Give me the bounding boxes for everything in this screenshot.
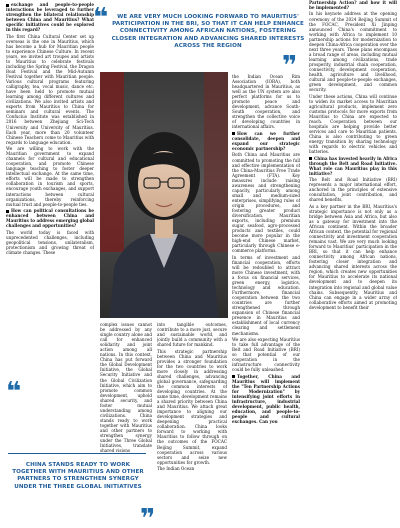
article-column-3 [157, 322, 227, 528]
pull-quote-top: WE ARE VERY MUCH LOOKING FORWARD TO MAURITIUS' PARTICIPATION IN THE BRI, SO THAT IT CAN HELP ENHANCE CONNECTIVITY AMONG AFRICAN NATIONS, FOSTERING CLOSER INTEGRATION AND ADVANCING SHARED INTERESTS ACROSS THE REGION [111, 14, 305, 49]
open-quote-icon: ❝ [6, 377, 22, 407]
paragraph [309, 156, 397, 176]
question-text: Together, China and Mauritius will implement the "Ten Partnership Actions for Modernization" by intensifying joint efforts in infrastructure, industrial development, public health, education, and people-to-people and cultural exchanges. Can you [232, 373, 300, 425]
paragraph: The Belt and Road Initiative (BRI) represents a major international effort, anchored in the principles of extensive consultation, joint contribution, and shared benefits. [309, 177, 397, 203]
paragraph [309, 0, 397, 10]
bullet-icon [6, 210, 9, 213]
paragraph: The Indian Ocean [157, 466, 195, 472]
article-column-4 [232, 74, 300, 528]
paragraph: the Indian Ocean Rim Association (IORA), both headquartered in Mauritius, as well as the UN system are also perfect platforms for us to promote peace and development, advance South-South cooperation, and strengthen the collective voice of developing countries in international affairs. [232, 74, 300, 130]
paragraph [6, 208, 94, 228]
paragraph: As a key partner in the BRI, Mauritius's strategic importance is not only as a bridge between Asia and Africa, but also as a gateway for investment into the African continent. Within the broader African context, the potential for regional connectivity and investment cooperation remains vast. We are very much looking forward to Mauritius' participation in the BRI, so that it can help enhance connectivity among African nations, fostering closer integration and advancing shared interests across the region, which creates new opportunities for Mauritius to accelerate its national development and to deepen its integration into regional and global value chains. Subsequently, Mauritius and China can engage in a wider array of collaborative efforts aimed at promoting development to benefit their [309, 203, 397, 310]
paragraph [232, 131, 300, 151]
bullet-icon [6, 4, 9, 7]
close-quote-icon: ❞ [140, 504, 156, 528]
paragraph [6, 2, 94, 32]
paragraph [232, 374, 300, 424]
paragraph: We are willing to work with the Mauritian government to expand channels for cultural and educational cooperation, and promote Chinese language teaching to foster deeper intellectual exchange. At the same time, efforts will be made to strengthen collaboration in tourism and sports, encourage youth exchanges, and support interactions between cultural organizations, thereby reinforcing mutual trust and people-to-people ties. [6, 146, 94, 207]
question-text: Partnership Action? and how it will be implemented? [309, 0, 397, 11]
paragraph: The first China Cultural Center set up overseas is the one in Mauritius, which has become a hub for Mauritian people to experience Chinese Culture. In recent years, we invited art troupes and artists to Mauritius to celebrate festivals including the Spring Festival, the Dragon Boat Festival and the Mid-Autumn Festival together with Mauritian people. Various cultural programs featuring calligraphy, tea, vocal music, dance etc. have been held to promote mutual learning among different cultures and civilizations. We also invited artists and experts from Mauritius to China for seminars and cultural events. The Confucius Institute was established in 2016 between Zhejiang Sci-Tech University and University of Mauritius. Each year, more than 20 volunteer Chinese Teachers come to Mauritius with regards to language education. [6, 33, 94, 145]
question-text: How can political consultations be enhanced between China and Mauritius to address emerging global challenges and opportunities? [6, 208, 94, 229]
paragraph: This strategic partnership between China and Mauritius provides a stronger foundation for the two countries to work more closely in addressing shared challenges, advancing global governance, safeguarding the common interests of developing countries. At the same time, development remains a shared priority between China and Mauritius. We attach great importance to aligning our development strategies and deepening practical collaboration. China looks forward to working with Mauritius to follow through on the outcomes of the FOCAC Beijing Summit, expand cooperation across various sectors and seize new opportunities for growth. [157, 348, 227, 465]
paragraph: into tangible outcomes, contribute to a more just, secure and sustainable world, and jointly build a community with a shared future for mankind. [157, 322, 227, 348]
open-quote-icon: ❝ [93, 3, 109, 33]
pull-quote-bottom: CHINA STANDS READY TO WORK TOGETHER WITH MAURITIUS AND OTHER PARTNERS TO STRENGTHEN SYNERGY UNDER THE THREE GLOBAL INITIATIVES [12, 462, 144, 490]
question-text: How can we further consolidate, deepen and expand our strategic economic partnership? [232, 130, 300, 152]
paragraph: In terms of investment and financial cooperation, efforts will be redoubled to attract more Chinese investment, with a focus on financial services, green energy, logistics, technology and education. Furthermore, financial cooperation between the two countries are further strengthened through expansion of Chinese financial presence in Mauritius and establishment of local currency clearing and settlement mechanisms. [232, 254, 300, 336]
paragraph: complex issues cannot be addressed by any single country alone and call for enhanced solidarity and joint action among all nations. In this context, China has put forward the Global Development Initiative, the Global Security Initiative and the Global Civilization Initiative, which aim to promote common development, uphold shared security, and foster mutual understanding among civilizations. China stands ready to work together with Mauritius and other partners to strengthen synergy under the Three Global Initiatives, translate shared visions [100, 322, 152, 454]
bullet-icon [232, 375, 235, 378]
bullet-icon [232, 132, 235, 135]
close-quote-icon: ❞ [282, 51, 298, 81]
paragraph: We are also expecting Mauritius to take full advantage of the Belt and Road Initiative (BRI) so that potential of our cooperation in the infrastructure connectivity could be fully unleashed. [232, 336, 300, 373]
paragraph: The world today is faced with unprecedented challenges, including geopolitical tensions, unilateralism, protectionism and growing threat of climate changes. These [6, 229, 94, 255]
question-text: China has invested heavily in Africa through the Belt and Road Initiative. What role can Mauritius play in this initiative? [309, 155, 397, 176]
article-column-5 [309, 0, 397, 528]
bullet-icon [309, 157, 312, 160]
paragraph: Under these actions, China will continue to widen its market access to Mauritian agricultural products, implement zero customs protocols for more exports from Mauritius to China are expected to reach. Cooperation between our hospitals are helping provide better services and care to Mauritian patients. China is also contributing to green energy transition by sharing technology with regards to electric vehicles and batteries. [309, 93, 397, 155]
paragraph: Both China and Mauritius are committed to promoting the full and effective implementation of the China-Mauritius Free Trade Agreement (FTA). Key measures include raising awareness and strengthening capacity, particularly among small and medium-sized enterprises, simplifying rules of origin procedures, and fostering greater product diversification. Mauritian exports, including premium sugar, seafood, agro-processed products and textiles, could become more popular in the high-end Chinese market, particularly through Chinese e-commerce platforms. [232, 152, 300, 254]
portrait-photo [100, 72, 228, 318]
article-column-1 [6, 2, 94, 364]
divider [8, 453, 146, 454]
question-text: exchange and people-to-people interactions be leveraged to further strengthen the bilateral relationship between China and Mauritius? What specific initiatives could be explored in this regard? [6, 2, 94, 33]
paragraph: In his keynote address at the opening ceremony of the 2024 Beijing Summit of the FOCAC, President Xi Jinping announced China's commitment to working with Africa to implement 10 partnership actions for modernization to deepen China-Africa cooperation over the next three years. These plans encompass a broad range of areas, including mutual learning among civilizations, trade prosperity, industrial chain cooperation, connectivity, development cooperation, health, agriculture and livelihood, cultural and people-to-people exchanges, green development, and common security. [309, 11, 397, 93]
